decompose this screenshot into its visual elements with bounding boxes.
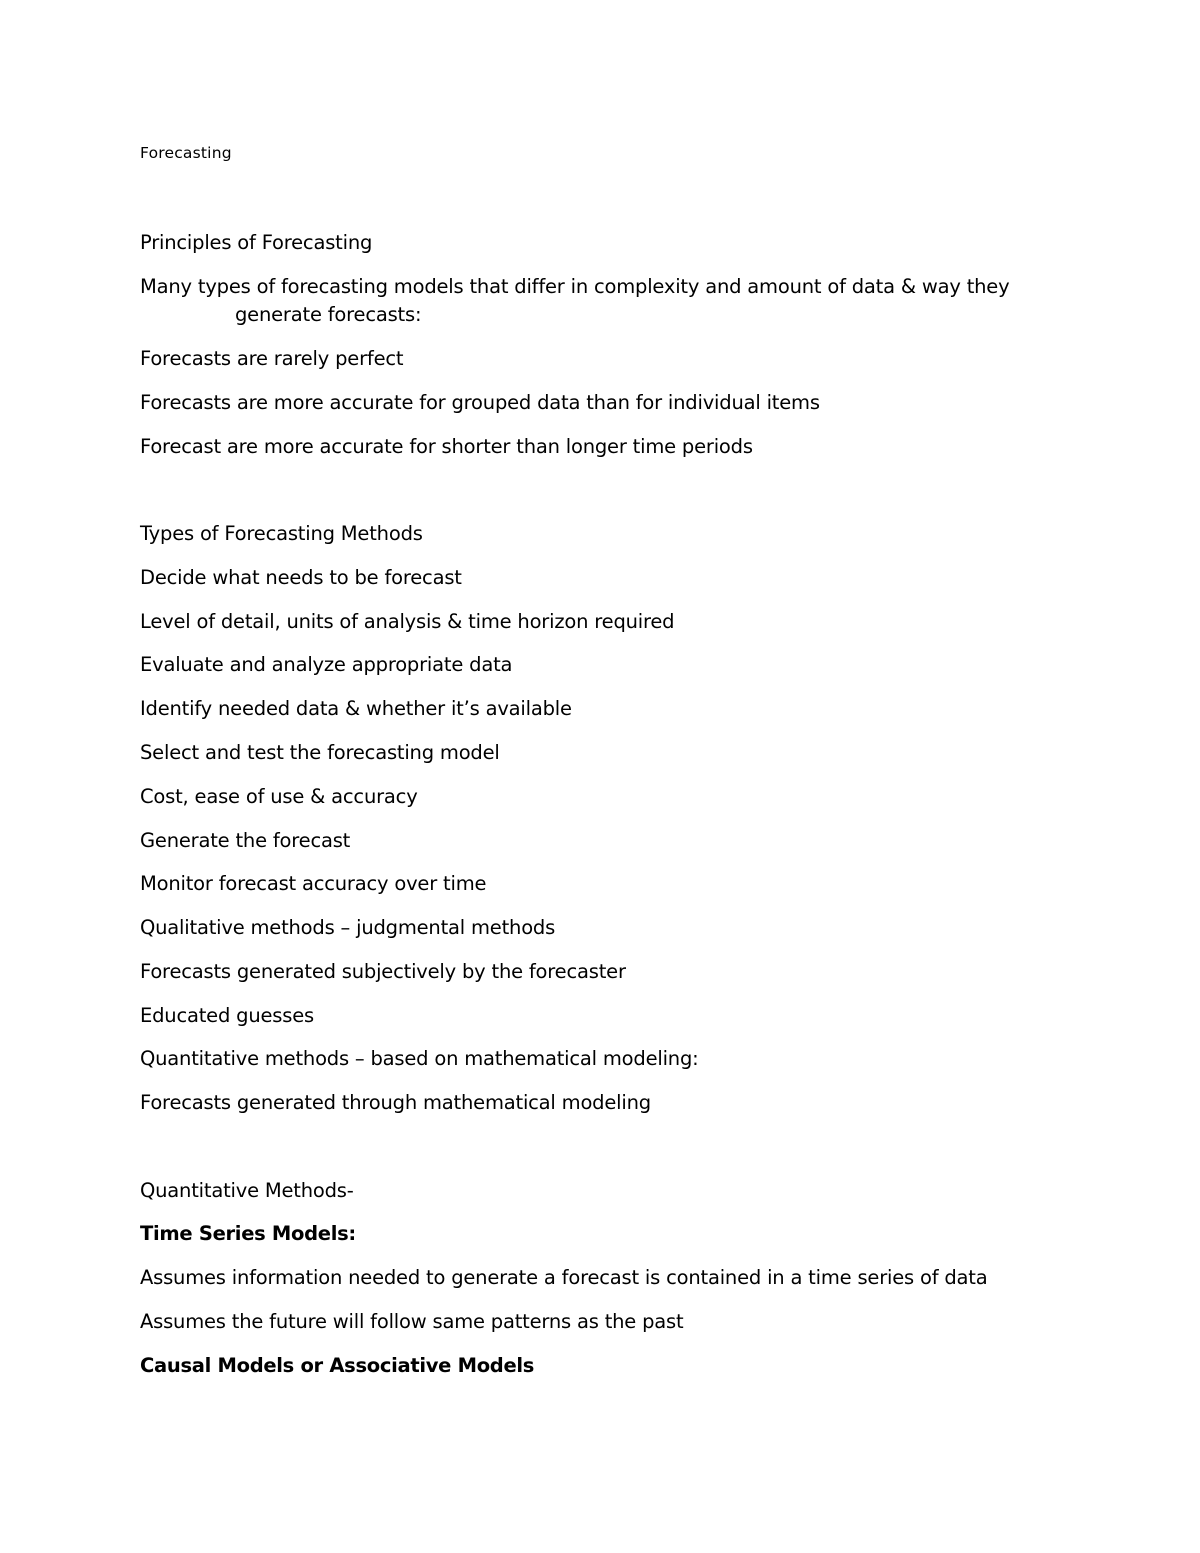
list-item: Generate the forecast: [140, 829, 351, 852]
subheading-causal-models: Causal Models or Associative Models: [140, 1354, 535, 1377]
list-item: Select and test the forecasting model: [140, 741, 500, 764]
list-item: Educated guesses: [140, 1004, 314, 1027]
list-item: Monitor forecast accuracy over time: [140, 872, 487, 895]
list-item: Evaluate and analyze appropriate data: [140, 653, 513, 676]
list-item: Level of detail, units of analysis & time horizon required: [140, 610, 675, 633]
paragraph-line: Forecasts are more accurate for grouped data than for individual items: [140, 391, 820, 414]
list-item: Decide what needs to be forecast: [140, 566, 462, 589]
paragraph-line: Many types of forecasting models that differ in complexity and amount of data & way they: [140, 275, 1010, 298]
subheading-time-series: Time Series Models:: [140, 1222, 356, 1245]
list-item: Forecasts generated subjectively by the forecaster: [140, 960, 626, 983]
section-heading-principles: Principles of Forecasting: [140, 231, 373, 254]
paragraph-line: Assumes the future will follow same patterns as the past: [140, 1310, 684, 1333]
paragraph-line-continuation: generate forecasts:: [235, 303, 422, 326]
list-item: Forecasts generated through mathematical modeling: [140, 1091, 651, 1114]
paragraph-line: Forecasts are rarely perfect: [140, 347, 404, 370]
list-item: Cost, ease of use & accuracy: [140, 785, 418, 808]
paragraph-line: Assumes information needed to generate a forecast is contained in a time series of data: [140, 1266, 988, 1289]
list-item: Qualitative methods – judgmental methods: [140, 916, 556, 939]
section-heading-quantitative: Quantitative Methods-: [140, 1179, 354, 1202]
list-item: Quantitative methods – based on mathematical modeling:: [140, 1047, 699, 1070]
paragraph-line: Forecast are more accurate for shorter than longer time periods: [140, 435, 753, 458]
list-item: Identify needed data & whether it’s available: [140, 697, 572, 720]
section-heading-types: Types of Forecasting Methods: [140, 522, 423, 545]
document-title: Forecasting: [140, 144, 232, 162]
